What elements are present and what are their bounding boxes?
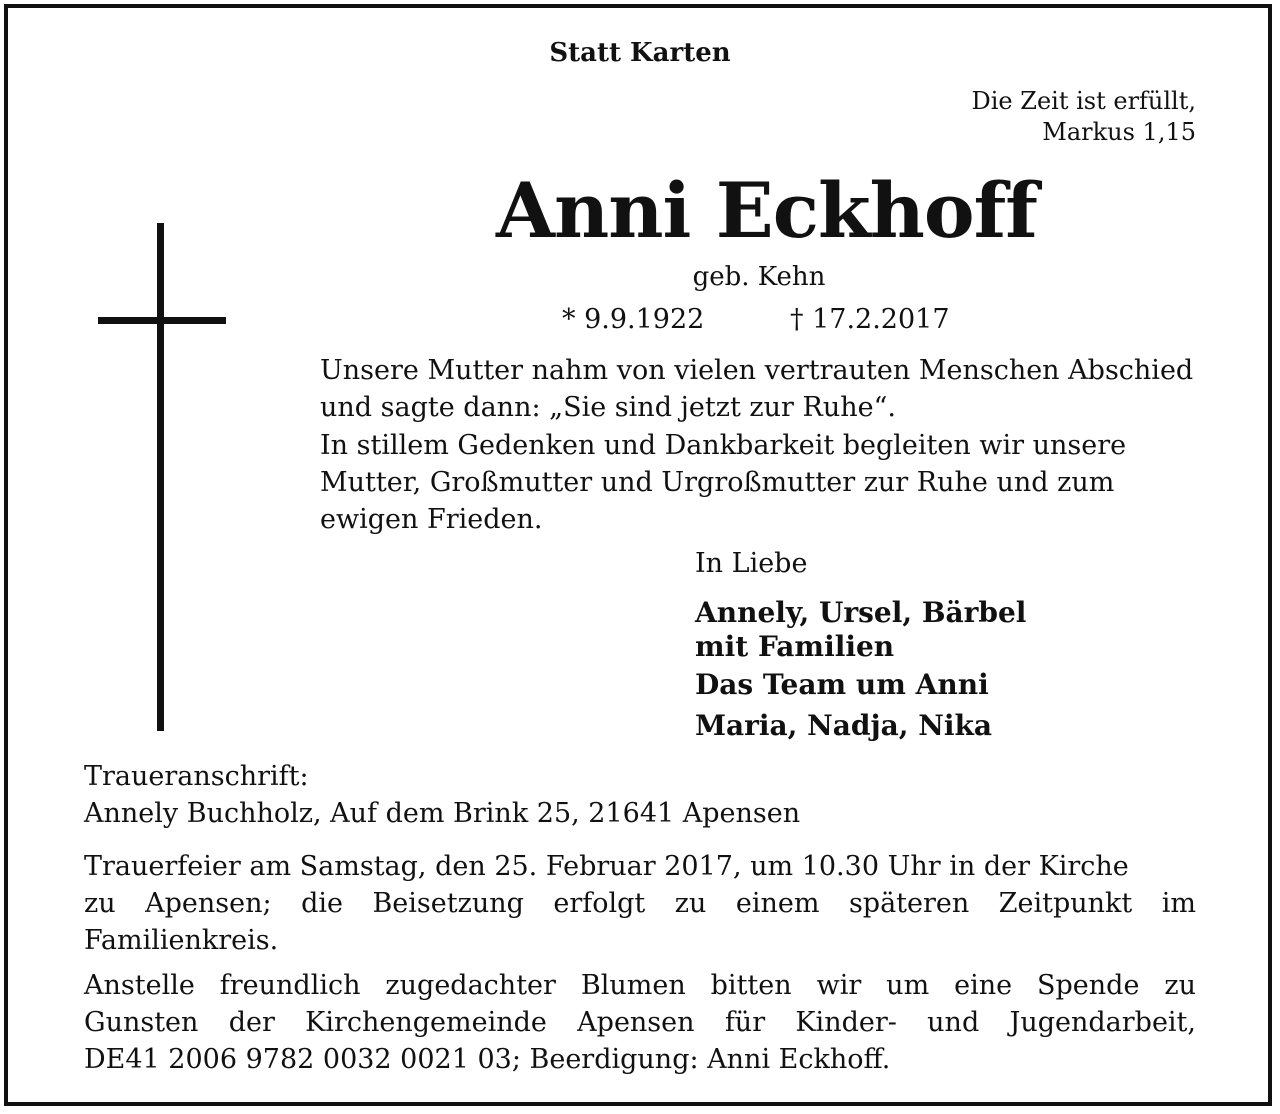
header-statt-karten: Statt Karten [549, 38, 731, 68]
birth-name: geb. Kehn [692, 262, 826, 292]
verse-line-1: Die Zeit ist erfüllt, [971, 87, 1196, 115]
cross-horizontal-bar [98, 317, 226, 324]
mourning-address [84, 758, 1196, 832]
donation-line-3: DE41 2006 9782 0032 0021 03; Beerdigung: Anni Eckhoff. [84, 1044, 891, 1075]
ceremony-line-2: zu Apensen; die Beisetzung erfolgt zu einem späteren Zeitpunkt im [84, 888, 1196, 919]
verse-reference: Markus 1,15 [1042, 118, 1196, 146]
signature-group-1-line-2: mit Familien [695, 630, 895, 663]
ceremony-line-3: Familienkreis. [84, 925, 279, 956]
signature-group-3: Maria, Nadja, Nika [695, 709, 993, 742]
address-value: Annely Buchholz, Auf dem Brink 25, 21641 Apensen [84, 798, 801, 829]
donation-line-1: Anstelle freundlich zugedachter Blumen bitten wir um eine Spende zu [84, 970, 1196, 1001]
signature-intro: In Liebe [695, 548, 808, 579]
ceremony-line-1: Trauerfeier am Samstag, den 25. Februar 2017, um 10.30 Uhr in der Kirche [84, 851, 1129, 882]
body-paragraph-2: In stillem Gedenken und Dankbarkeit begleiten wir unsere Mutter, Großmutter und Urgroßmutter zur Ruhe und zum ewigen Frieden. [320, 430, 1127, 535]
ceremony-info [84, 848, 1196, 959]
signature-group-1-line-1: Annely, Ursel, Bärbel [695, 596, 1027, 629]
donation-line-2: Gunsten der Kirchengemeinde Apensen für Kinder- und Jugendarbeit, [84, 1007, 1196, 1038]
signature-group-1 [695, 596, 1026, 664]
address-label: Traueranschrift: [84, 761, 309, 792]
death-date: † 17.2.2017 [790, 304, 950, 335]
bible-verse [972, 86, 1196, 148]
cross-vertical-bar [157, 223, 164, 731]
body-paragraph-1: Unsere Mutter nahm von vielen vertrauten Menschen Abschied und sagte dann: „Sie sind jetzt zur Ruhe“. [320, 355, 1194, 423]
donation-info [84, 967, 1196, 1078]
birth-date: * 9.9.1922 [562, 304, 705, 335]
signature-group-2: Das Team um Anni [695, 668, 989, 701]
deceased-name: Anni Eckhoff [496, 166, 1038, 255]
